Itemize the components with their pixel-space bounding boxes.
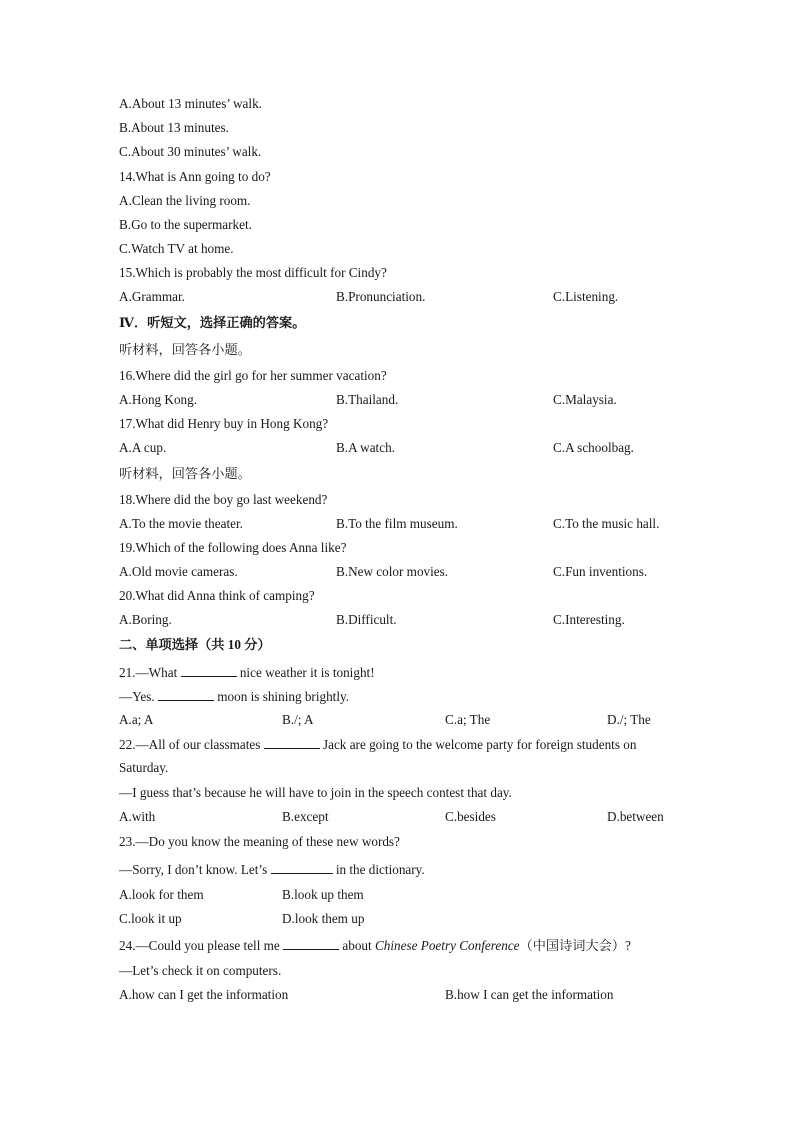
q20-question: 20.What did Anna think of camping? (119, 588, 315, 603)
q23-option-c: C.look it up (119, 911, 182, 926)
q24-option-b: B.how I can get the information (445, 987, 614, 1002)
q18-option-a: A.To the movie theater. (119, 516, 243, 531)
q15-option-b: B.Pronunciation. (336, 289, 426, 304)
q21-option-c: C.a; The (445, 712, 491, 727)
q23-line-2-pre: —Sorry, I don’t know. Let’s (119, 862, 271, 877)
q19-option-c: C.Fun inventions. (553, 564, 648, 579)
q22-option-a: A.with (119, 809, 156, 824)
q22-line-2: —I guess that’s because he will have to join in the speech contest that day. (119, 785, 512, 800)
q15-question: 15.Which is probably the most difficult for Cindy? (119, 265, 387, 280)
q13-option-a: A.About 13 minutes’ walk. (119, 96, 262, 111)
q14-option-b: B.Go to the supermarket. (119, 217, 252, 232)
q21-option-b: B./; A (282, 712, 314, 727)
q24-line-1-mid: about (339, 938, 375, 953)
q20-option-a: A.Boring. (119, 612, 172, 627)
q21-line-1-post: nice weather it is tonight! (236, 665, 375, 680)
q14-option-a: A.Clean the living room. (119, 193, 251, 208)
passage-2-instruction: 听材料，回答各小题。 (119, 466, 251, 481)
q22-line-1-cont: Saturday. (119, 760, 169, 775)
q24-program-name: Chinese Poetry Conference (375, 938, 520, 953)
q24-option-a: A.how can I get the information (119, 987, 289, 1002)
q22-blank (264, 736, 320, 749)
q18-option-b: B.To the film museum. (336, 516, 458, 531)
q21-line-2-post: moon is shining brightly. (213, 689, 350, 704)
q15-option-c: C.Listening. (553, 289, 619, 304)
q21-option-a: A.a; A (119, 712, 154, 727)
q13-option-b: B.About 13 minutes. (119, 120, 229, 135)
q21-blank-2 (158, 688, 214, 701)
q23-option-b: B.look up them (282, 887, 364, 902)
q22-line-1-pre: 22.—All of our classmates (119, 737, 264, 752)
q19-option-b: B.New color movies. (336, 564, 449, 579)
q22-option-d: D.between (607, 809, 664, 824)
q21-line-2-pre: —Yes. (119, 689, 158, 704)
q23-option-d: D.look them up (282, 911, 365, 926)
q17-option-b: B.A watch. (336, 440, 395, 455)
q24-line-1-pre: 24.—Could you please tell me (119, 938, 284, 953)
q20-option-b: B.Difficult. (336, 612, 397, 627)
section-2-heading: 二、单项选择（共 10 分） (119, 637, 271, 652)
q24-line-1 (119, 937, 631, 954)
q23-blank (271, 861, 333, 874)
q17-option-a: A.A cup. (119, 440, 167, 455)
q14-option-c: C.Watch TV at home. (119, 241, 234, 256)
q16-option-b: B.Thailand. (336, 392, 399, 407)
q23-line-1: 23.—Do you know the meaning of these new words? (119, 834, 400, 849)
q21-line-1-pre: 21.—What (119, 665, 181, 680)
q21-blank-1 (181, 664, 237, 677)
passage-1-instruction: 听材料，回答各小题。 (119, 342, 251, 357)
q24-blank (283, 937, 339, 950)
q23-option-a: A.look for them (119, 887, 204, 902)
q22-option-b: B.except (282, 809, 329, 824)
section-4-heading: Ⅳ．听短文，选择正确的答案。 (119, 315, 306, 330)
q18-option-c: C.To the music hall. (553, 516, 660, 531)
q21-option-d: D./; The (607, 712, 651, 727)
q17-question: 17.What did Henry buy in Hong Kong? (119, 416, 329, 431)
q18-question: 18.Where did the boy go last weekend? (119, 492, 328, 507)
q22-option-c: C.besides (445, 809, 496, 824)
q23-line-2-post: in the dictionary. (332, 862, 425, 877)
q15-option-a: A.Grammar. (119, 289, 185, 304)
q24-line-2: —Let’s check it on computers. (119, 963, 282, 978)
q22-line-1 (119, 736, 636, 753)
q21-line-1 (119, 664, 375, 681)
q20-option-c: C.Interesting. (553, 612, 625, 627)
q24-line-1-post: （中国诗词大会）? (519, 938, 631, 953)
q16-option-c: C.Malaysia. (553, 392, 617, 407)
q16-question: 16.Where did the girl go for her summer vacation? (119, 368, 387, 383)
q23-line-2 (119, 861, 425, 878)
q17-option-c: C.A schoolbag. (553, 440, 634, 455)
q21-line-2 (119, 688, 349, 705)
q19-option-a: A.Old movie cameras. (119, 564, 238, 579)
q22-line-1-post: Jack are going to the welcome party for foreign students on (319, 737, 637, 752)
q14-question: 14.What is Ann going to do? (119, 169, 271, 184)
q16-option-a: A.Hong Kong. (119, 392, 198, 407)
q13-option-c: C.About 30 minutes’ walk. (119, 144, 262, 159)
q19-question: 19.Which of the following does Anna like? (119, 540, 347, 555)
